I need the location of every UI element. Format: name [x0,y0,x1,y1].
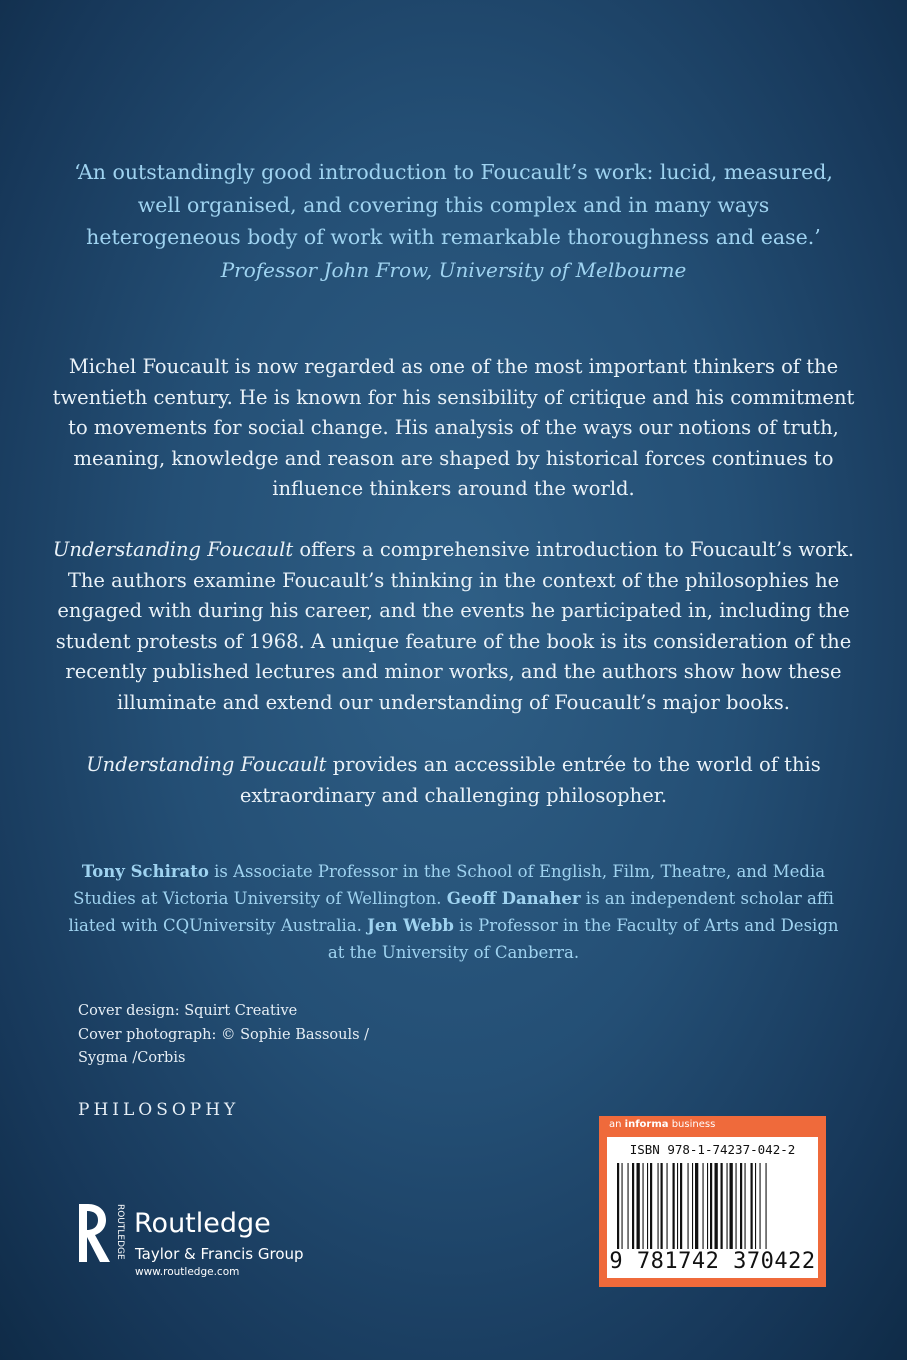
barcode-bar [721,1163,723,1249]
author-bio-text: is Professor in the Faculty of Arts and Design at the University of Canberra. [327,916,839,962]
author-bios [60,858,847,966]
barcode-bar [736,1163,737,1249]
subject-category: PHILOSOPHY [78,1100,240,1120]
barcode-area [607,1137,818,1278]
ean-number: 9 781742 370422 [609,1249,816,1274]
author-bio-text: is an independent scholar affi liated with CQUniversity Australia. [68,889,834,935]
blurb-paragraph-2-text: offers a comprehensive introduction to Foucault’s work. The authors examine Foucault’s thinking in the context of the philosophies he engaged with during his career, and the events he participated in, including the student protests of 1968. A unique feature of the book is its consideration of the recently published lectures and minor works, and the authors show how these illuminate and extend our understanding of Foucault’s major books. [55,538,855,714]
praise-attribution: Professor John Frow, University of Melbourne [220,258,687,282]
barcode-bar [647,1163,648,1249]
publisher-name: Routledge [134,1208,271,1239]
barcode-bar [755,1163,756,1249]
barcode-bar [707,1163,708,1249]
barcode-bar [643,1163,644,1249]
barcode-bar [703,1163,704,1249]
barcode-bar [751,1163,753,1249]
blurb-paragraph-1: Michel Foucault is now regarded as one of the most important thinkers of the twentieth century. He is known for his sensibility of critique and his commitment to movements for social change. His analysis of the ways our notions of truth, meaning, knowledge and reason are shaped by historical forces continues to influence thinkers around the world. [52,355,855,500]
publisher-logo [74,1200,334,1280]
barcode-bar [740,1163,742,1249]
author-bio-text: is Associate Professor in the School of English, Film, Theatre, and Media Studies at Victoria University of Wellington. [73,862,826,908]
barcode-bar [658,1163,659,1249]
isbn-text: ISBN 978-1-74237-042-2 [629,1142,796,1157]
barcode-bar [667,1163,668,1249]
barcode-bar [688,1163,689,1249]
barcode-bar [695,1163,698,1249]
barcode-bar [650,1163,652,1249]
book-title-italic: Understanding Foucault [86,753,327,776]
informa-tag: an informa business [609,1119,716,1130]
praise-quote: ‘An outstandingly good introduction to Foucault’s work: lucid, measured, well organised, and covering this complex and in many ways heterogeneous body of work with remarkable thoroughness and ease.’ [74,160,833,249]
cover-credits [78,1000,408,1071]
book-title-italic: Understanding Foucault [52,538,294,561]
vertical-brand-text: ROUTLEDGE [115,1204,125,1260]
barcode-bar [628,1163,629,1249]
barcode-bar [710,1163,712,1249]
blurb-paragraph-2 [50,535,857,718]
publisher-group: Taylor & Francis Group [135,1245,304,1263]
barcode-bar [692,1163,693,1249]
barcode-bar [715,1163,718,1249]
barcode-bars [615,1163,810,1253]
barcode-bar [622,1163,623,1249]
author-name: Jen Webb [367,916,454,935]
routledge-r-icon [74,1200,125,1274]
cover-design-credit: Cover design: Squirt Creative [78,1003,298,1019]
cover-photo-credit: Cover photograph: © Sophie Bassouls / Sygma /Corbis [78,1026,370,1066]
barcode-bar [637,1163,640,1249]
barcode-bar [766,1163,767,1249]
barcode-bar [760,1163,761,1249]
barcode-bar [677,1163,678,1249]
barcode-bar [632,1163,634,1249]
barcode-panel [599,1116,826,1287]
barcode-bar [730,1163,733,1249]
blurb-paragraph-3-text: provides an accessible entrée to the world of this extraordinary and challenging philosopher. [239,753,821,807]
blurb-paragraph-3 [50,750,857,811]
author-name: Geoff Danaher [446,889,581,908]
barcode-bar [680,1163,682,1249]
barcode-bar [617,1163,619,1249]
author-name: Tony Schirato [81,862,209,881]
barcode-bar [661,1163,663,1249]
barcode-bar [745,1163,746,1249]
barcode-bar [727,1163,728,1249]
barcode-bar [673,1163,675,1249]
publisher-url: www.routledge.com [135,1266,240,1278]
